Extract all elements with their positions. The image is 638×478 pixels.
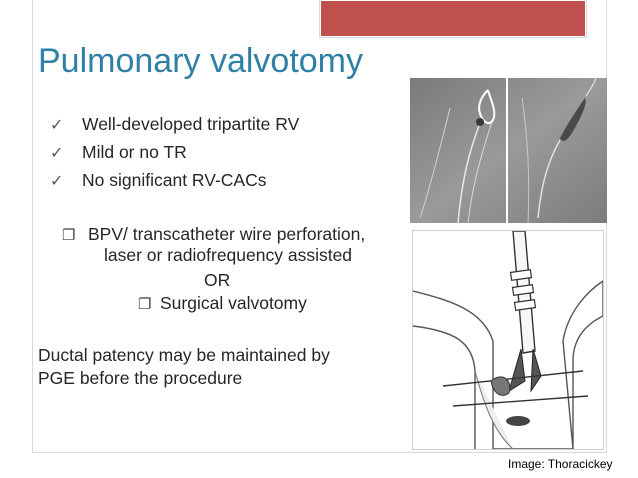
- angiogram-image: [410, 78, 607, 223]
- note-line2: PGE before the procedure: [38, 368, 243, 388]
- option1-line1: BPV/ transcatheter wire perforation,: [88, 224, 366, 244]
- square-bullet-icon: ❐: [138, 296, 152, 313]
- option1-line2: laser or radiofrequency assisted: [104, 245, 353, 265]
- check-icon: ✓: [50, 117, 64, 134]
- surgical-illustration: [412, 230, 604, 450]
- criteria-item-3: No significant RV-CACs: [82, 170, 267, 190]
- square-bullet-icon: ❐: [62, 227, 76, 244]
- criteria-item-2: Mild or no TR: [82, 142, 187, 162]
- check-icon: ✓: [50, 145, 64, 162]
- accent-block: [320, 0, 586, 37]
- criteria-item-1: Well-developed tripartite RV: [82, 114, 300, 134]
- slide-title: Pulmonary valvotomy: [38, 42, 364, 80]
- or-text: OR: [204, 270, 231, 290]
- option2-text: Surgical valvotomy: [160, 293, 307, 313]
- check-icon: ✓: [50, 173, 64, 190]
- note-line1: Ductal patency may be maintained by: [38, 345, 330, 365]
- image-credit: Image: Thoracickey: [508, 457, 613, 471]
